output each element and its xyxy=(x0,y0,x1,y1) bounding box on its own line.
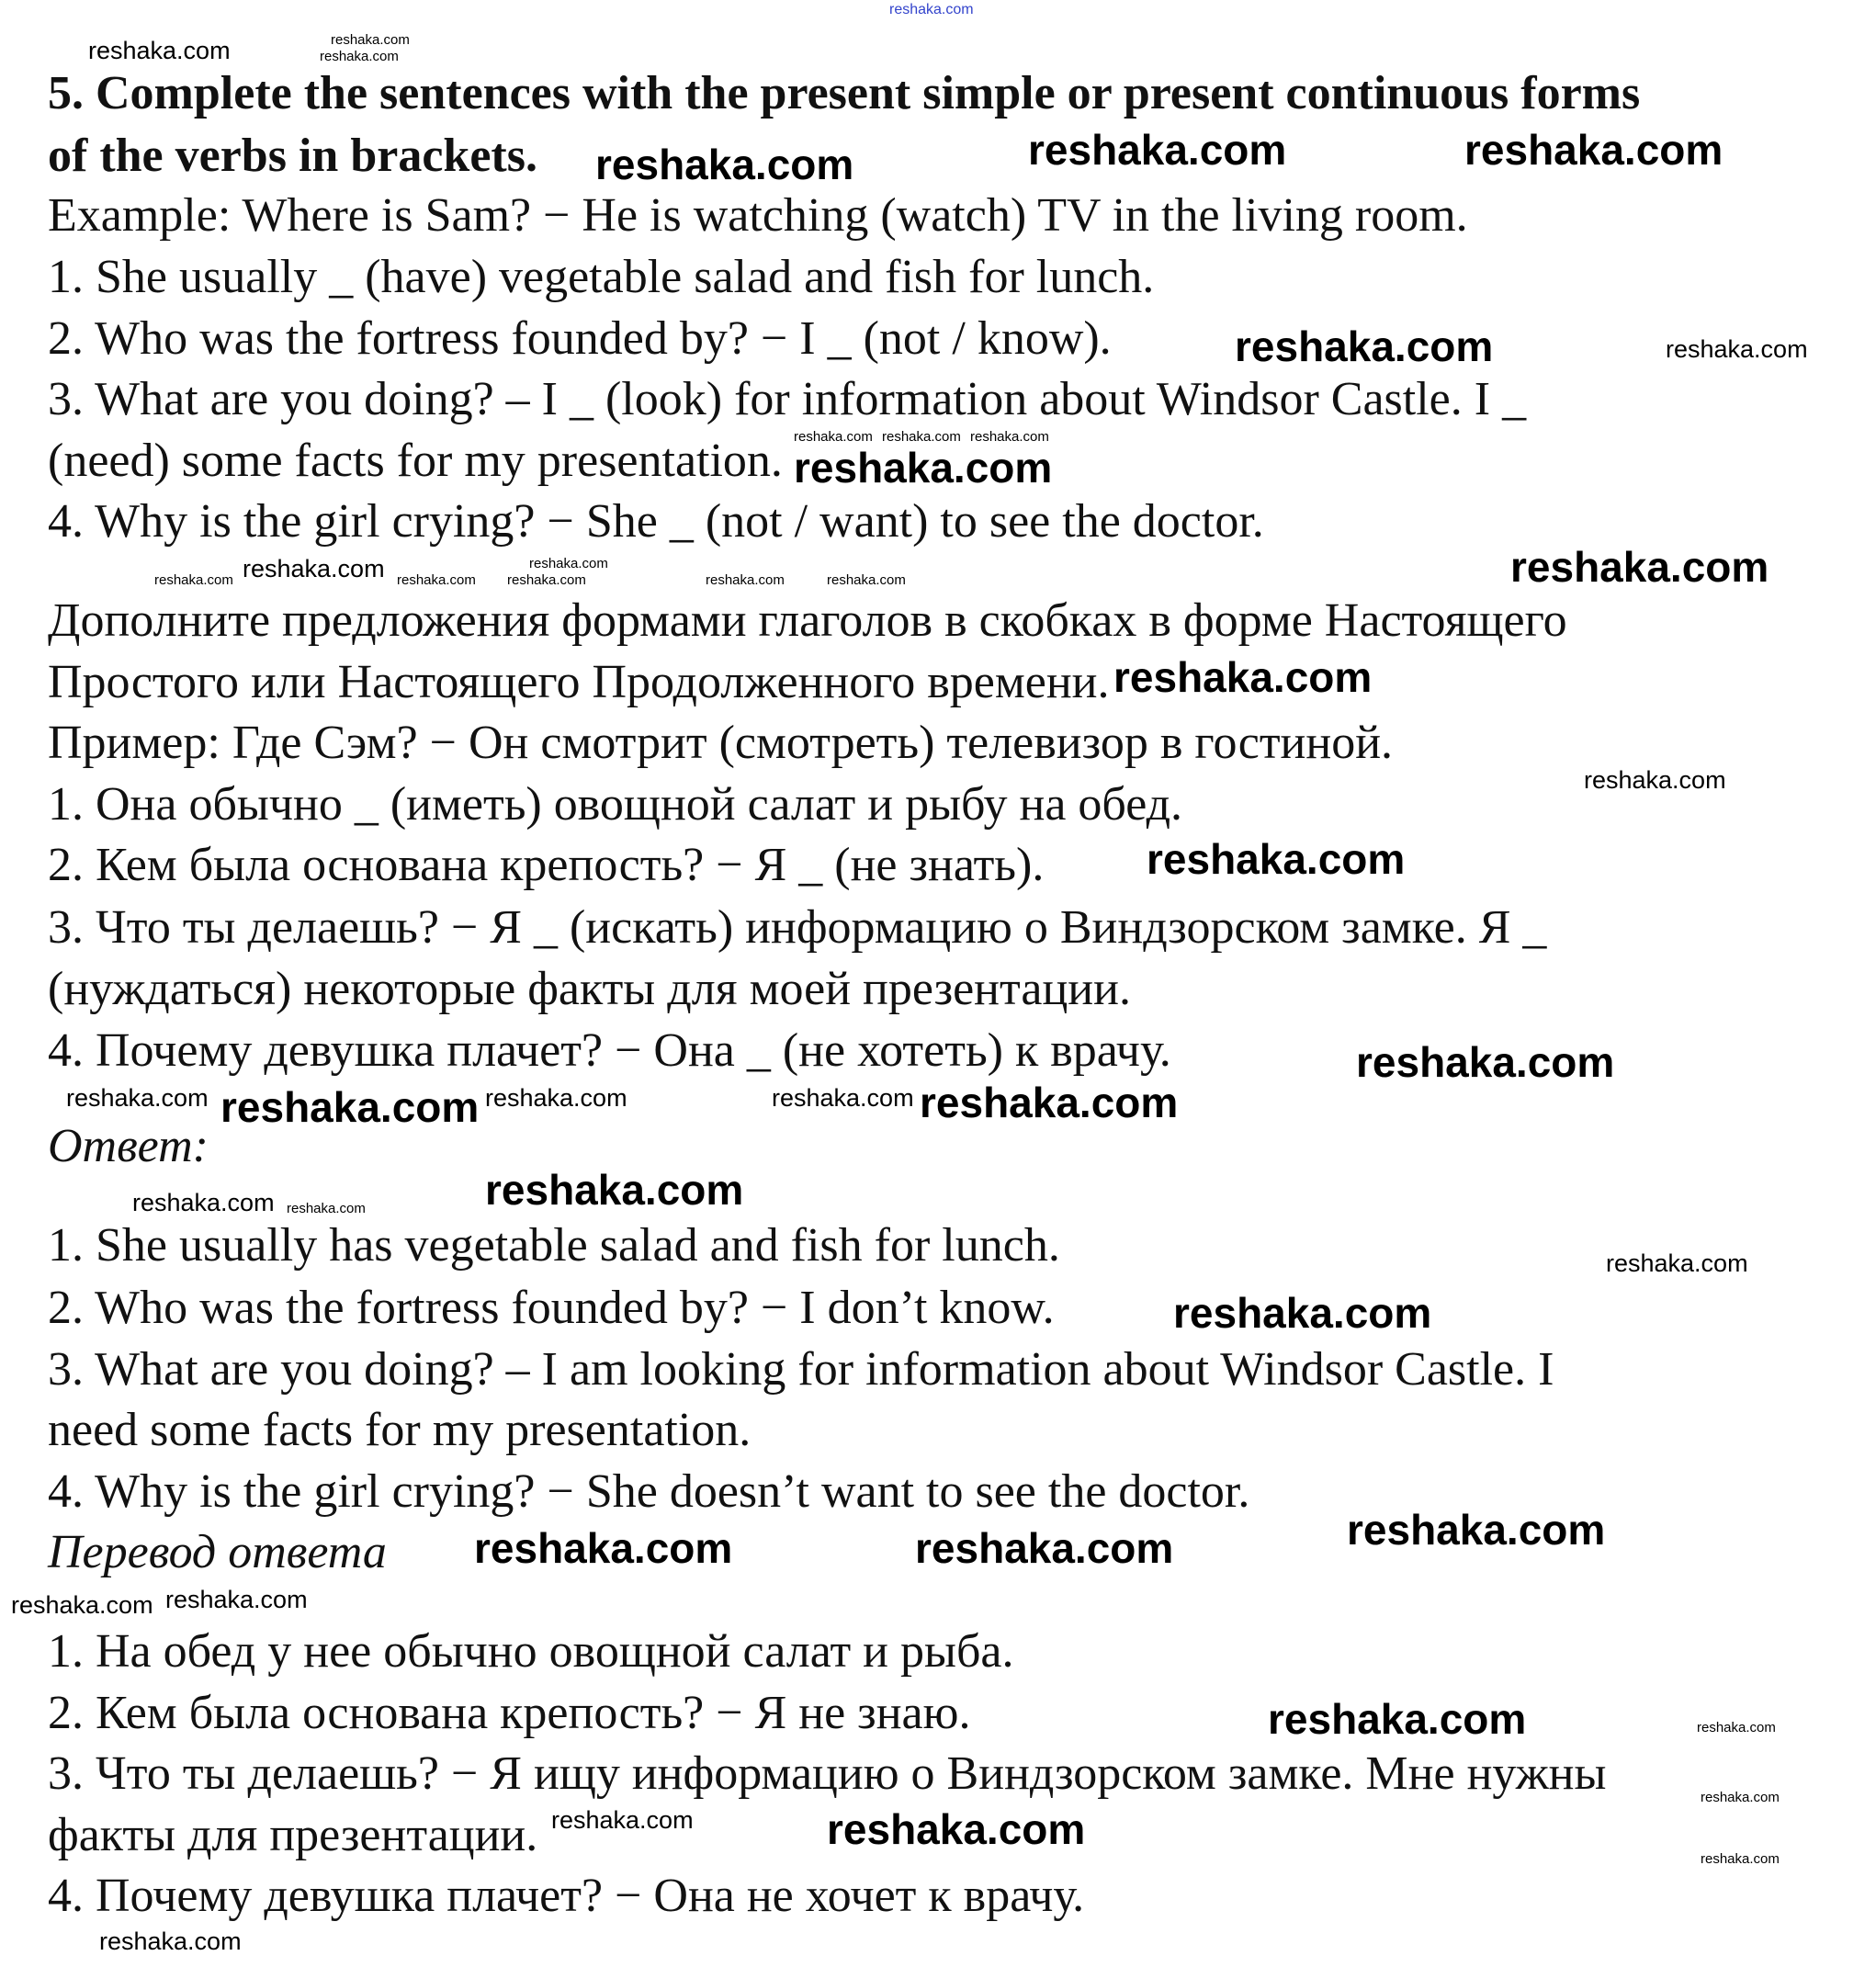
watermark: reshaka.com xyxy=(595,141,854,188)
watermark: reshaka.com xyxy=(165,1586,308,1613)
task-title: 5. Complete the sentences with the present simple or present continuous forms xyxy=(48,67,1641,119)
watermark: reshaka.com xyxy=(1268,1695,1527,1743)
watermark: reshaka.com xyxy=(827,572,906,588)
watermark: reshaka.com xyxy=(1510,543,1769,591)
task-item: (need) some facts for my presentation. xyxy=(48,435,783,487)
watermark: reshaka.com xyxy=(1173,1289,1432,1337)
watermark: reshaka.com xyxy=(485,1084,627,1112)
watermark: reshaka.com xyxy=(920,1079,1179,1126)
watermark: reshaka.com xyxy=(529,556,608,571)
watermark: reshaka.com xyxy=(827,1805,1086,1853)
watermark: reshaka.com xyxy=(772,1084,914,1112)
task-item: 1. She usually _ (have) vegetable salad and fish for lunch. xyxy=(48,251,1155,303)
watermark: reshaka.com xyxy=(88,37,231,64)
task-item: 4. Why is the girl crying? − She _ (not / want) to see the doctor. xyxy=(48,495,1264,548)
watermark: reshaka.com xyxy=(1697,1720,1776,1735)
task-title-cont: of the verbs in brackets. xyxy=(48,130,537,182)
watermark: reshaka.com xyxy=(66,1084,209,1112)
translation-item: 2. Кем была основана крепость? − Я не знаю. xyxy=(48,1687,971,1739)
watermark: reshaka.com xyxy=(1113,653,1373,701)
watermark: reshaka.com xyxy=(485,1166,744,1214)
answer-item: need some facts for my presentation. xyxy=(48,1404,752,1456)
watermark: reshaka.com xyxy=(889,2,974,17)
watermark: reshaka.com xyxy=(397,572,476,588)
task-example: Example: Where is Sam? − He is watching (watch) TV in the living room. xyxy=(48,189,1468,242)
watermark: reshaka.com xyxy=(1464,126,1723,174)
watermark: reshaka.com xyxy=(474,1524,733,1572)
watermark: reshaka.com xyxy=(287,1201,366,1216)
answer-heading: Ответ: xyxy=(48,1120,209,1172)
watermark: reshaka.com xyxy=(1147,835,1406,883)
watermark: reshaka.com xyxy=(794,444,1053,492)
watermark: reshaka.com xyxy=(1235,322,1494,370)
watermark: reshaka.com xyxy=(1028,126,1287,174)
watermark: reshaka.com xyxy=(320,49,399,64)
watermark: reshaka.com xyxy=(1347,1506,1606,1554)
watermark: reshaka.com xyxy=(243,555,385,582)
answer-item: 1. She usually has vegetable salad and fish for lunch. xyxy=(48,1219,1060,1272)
task-item: 2. Who was the fortress founded by? − I _ (not / know). xyxy=(48,312,1112,365)
watermark: reshaka.com xyxy=(551,1806,694,1834)
task-ru-item: (нуждаться) некоторые факты для моей презентации. xyxy=(48,963,1131,1015)
watermark: reshaka.com xyxy=(1356,1038,1615,1086)
watermark: reshaka.com xyxy=(1666,335,1808,363)
watermark: reshaka.com xyxy=(882,429,961,445)
watermark: reshaka.com xyxy=(1606,1249,1748,1277)
answer-item: 3. What are you doing? – I am looking for information about Windsor Castle. I xyxy=(48,1343,1554,1396)
watermark: reshaka.com xyxy=(915,1524,1174,1572)
task-ru-item: 2. Кем была основана крепость? − Я _ (не знать). xyxy=(48,839,1045,891)
watermark: reshaka.com xyxy=(220,1083,480,1131)
task-ru-item: 4. Почему девушка плачет? − Она _ (не хотеть) к врачу. xyxy=(48,1024,1171,1077)
task-ru-title: Дополните предложения формами глаголов в скобках в форме Настоящего xyxy=(48,594,1567,647)
translation-item: 1. На обед у нее обычно овощной салат и рыба. xyxy=(48,1625,1014,1678)
watermark: reshaka.com xyxy=(1701,1790,1780,1805)
watermark: reshaka.com xyxy=(154,572,233,588)
watermark: reshaka.com xyxy=(970,429,1049,445)
watermark: reshaka.com xyxy=(1584,766,1726,794)
watermark: reshaka.com xyxy=(331,32,410,48)
task-ru-title-cont: Простого или Настоящего Продолженного времени. xyxy=(48,656,1110,708)
watermark: reshaka.com xyxy=(99,1927,242,1955)
answer-item: 4. Why is the girl crying? − She doesn’t want to see the doctor. xyxy=(48,1465,1250,1518)
watermark: reshaka.com xyxy=(132,1189,275,1216)
task-ru-example: Пример: Где Сэм? − Он смотрит (смотреть) телевизор в гостиной. xyxy=(48,717,1394,769)
watermark: reshaka.com xyxy=(11,1591,153,1619)
translation-heading: Перевод ответа xyxy=(48,1526,387,1578)
translation-item: 4. Почему девушка плачет? − Она не хочет к врачу. xyxy=(48,1870,1085,1922)
watermark: reshaka.com xyxy=(1701,1851,1780,1867)
task-ru-item: 3. Что ты делаешь? − Я _ (искать) информацию о Виндзорском замке. Я _ xyxy=(48,901,1547,954)
task-item: 3. What are you doing? – I _ (look) for information about Windsor Castle. I _ xyxy=(48,373,1527,425)
translation-item: 3. Что ты делаешь? − Я ищу информацию о Виндзорском замке. Мне нужны xyxy=(48,1747,1607,1800)
translation-item: факты для презентации. xyxy=(48,1809,538,1861)
task-ru-item: 1. Она обычно _ (иметь) овощной салат и рыбу на обед. xyxy=(48,778,1183,831)
answer-item: 2. Who was the fortress founded by? − I don’t know. xyxy=(48,1282,1055,1334)
watermark: reshaka.com xyxy=(507,572,586,588)
watermark: reshaka.com xyxy=(794,429,873,445)
watermark: reshaka.com xyxy=(706,572,785,588)
